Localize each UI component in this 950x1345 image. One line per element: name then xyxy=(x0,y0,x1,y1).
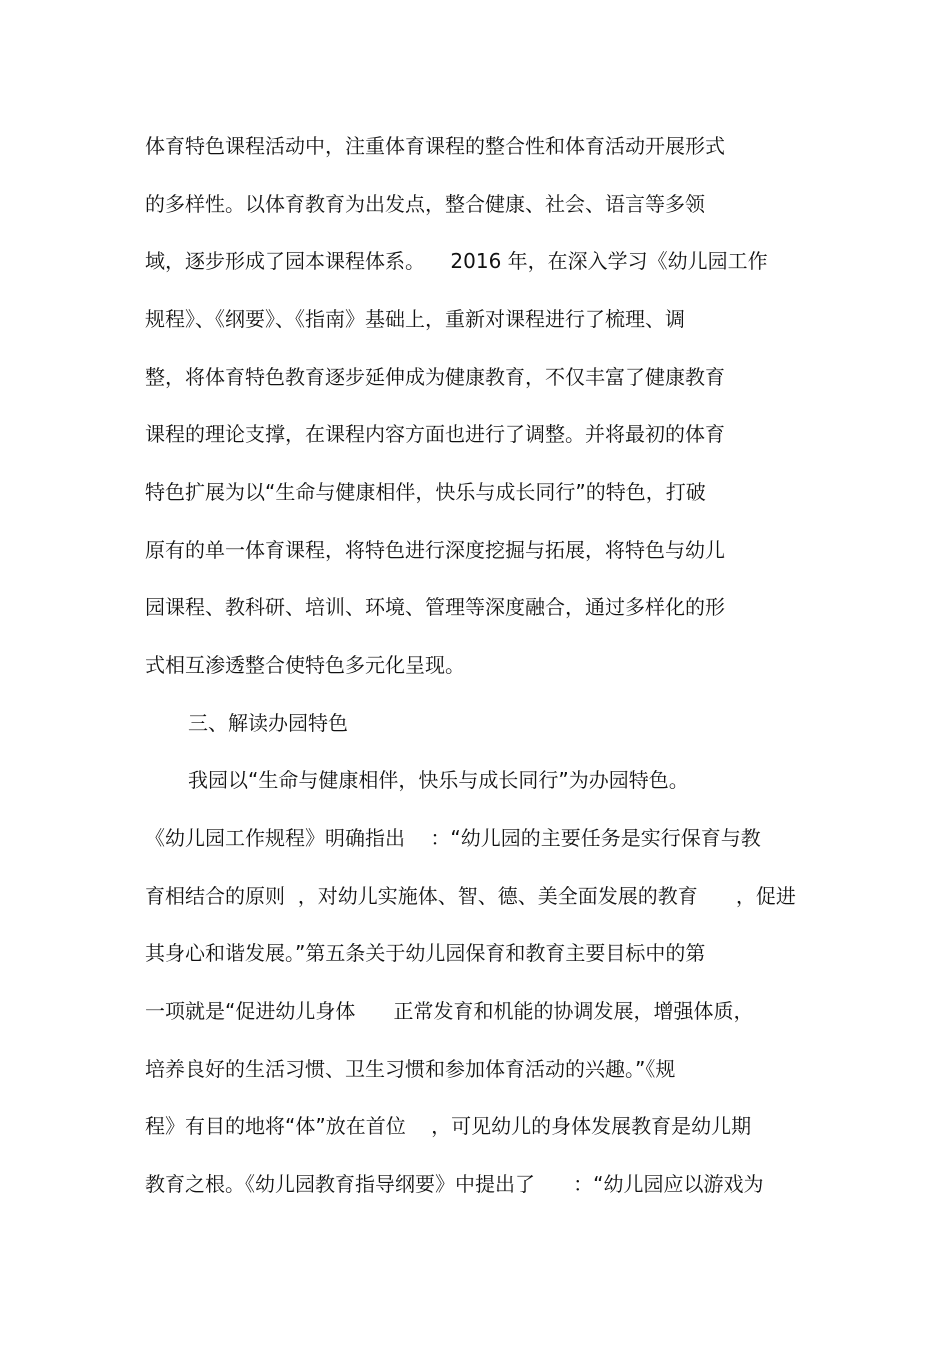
paragraph-line: 规程》、《纲要》、《指南》基础上，重新对课程进行了梳理、调 xyxy=(145,307,685,331)
paragraph-line: 体育特色课程活动中，注重体育课程的整合性和体育活动开展形式 xyxy=(145,134,725,158)
paragraph-line: 我园以“生命与健康相伴，快乐与成长同行”为办园特色。 xyxy=(188,768,689,792)
section-heading: 三、解读办园特色 xyxy=(188,711,348,735)
paragraph-line: 的多样性。以体育教育为出发点，整合健康、社会、语言等多领 xyxy=(145,192,705,216)
paragraph-line: 其身心和谐发展。”第五条关于幼儿园保育和教育主要目标中的第 xyxy=(145,941,706,965)
paragraph-line: 育相结合的原则 ，对幼儿实施体、智、德、美全面发展的教育 ，促进 xyxy=(145,884,796,908)
paragraph-line: 一项就是“促进幼儿身体 正常发育和机能的协调发展，增强体质， xyxy=(145,999,754,1023)
paragraph-line: 式相互渗透整合使特色多元化呈现。 xyxy=(145,653,465,677)
paragraph-line: 程》有目的地将“体”放在首位 ，可见幼儿的身体发展教育是幼儿期 xyxy=(145,1114,752,1138)
paragraph-line: 特色扩展为以“生命与健康相伴，快乐与成长同行”的特色，打破 xyxy=(145,480,706,504)
paragraph-line: 教育之根。《幼儿园教育指导纲要》中提出了 ：“幼儿园应以游戏为 xyxy=(145,1172,764,1196)
paragraph-line: 原有的单一体育课程，将特色进行深度挖掘与拓展，将特色与幼儿 xyxy=(145,538,725,562)
paragraph-line: 园课程、教科研、培训、环境、管理等深度融合，通过多样化的形 xyxy=(145,595,725,619)
paragraph-line: 培养良好的生活习惯、卫生习惯和参加体育活动的兴趣。”《规 xyxy=(145,1057,676,1081)
paragraph-line: 整，将体育特色教育逐步延伸成为健康教育，不仅丰富了健康教育 xyxy=(145,365,725,389)
paragraph-line: 课程的理论支撑，在课程内容方面也进行了调整。并将最初的体育 xyxy=(145,422,725,446)
paragraph-line: 域，逐步形成了园本课程体系。 2016 年，在深入学习《幼儿园工作 xyxy=(145,249,768,273)
paragraph-line: 《幼儿园工作规程》明确指出 ：“幼儿园的主要任务是实行保育与教 xyxy=(145,826,761,850)
